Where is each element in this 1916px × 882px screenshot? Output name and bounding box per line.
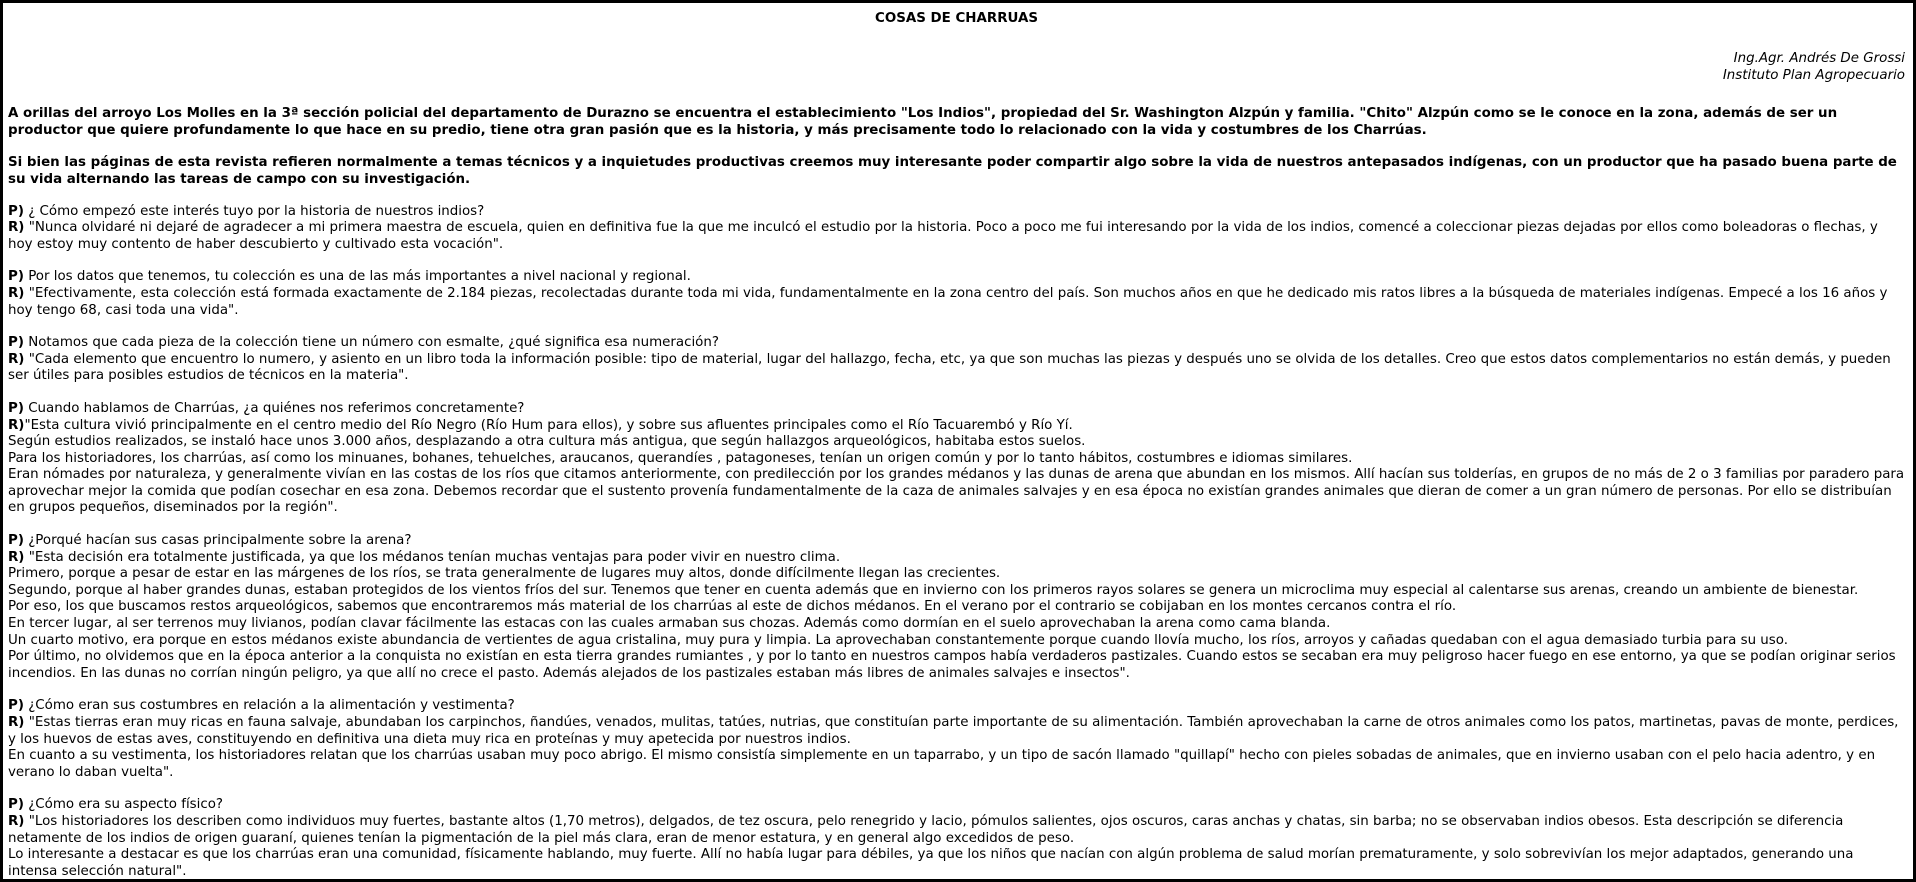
question-label: P) [8,698,24,714]
answer [8,418,1905,435]
question-label: P) [8,203,24,219]
answer [8,352,1905,385]
answer-continuation: En tercer lugar, al ser terrenos muy livianos, podían clavar fácilmente las estacas con las cuales armaban sus chozas. Además como dormían en el suelo aprovechaban la arena como cama blanda. [8,616,1331,632]
question [8,335,1905,352]
author-byline [8,51,1905,84]
qa-block [8,401,1905,517]
answer-continuation: Según estudios realizados, se instaló hace unos 3.000 años, desplazando a otra cultura más antigua, que según hallazgos arqueológicos, habitaba estos suelos. [8,434,1086,450]
answer-text: "Esta decisión era totalmente justificada, ya que los médanos tenían muchas ventajas para poder vivir en nuestro clima. [24,549,841,565]
answer [8,220,1905,253]
qa-block [8,204,1905,254]
answer-text: "Nunca olvidaré ni dejaré de agradecer a mi primera maestra de escuela, quien en definitiva fue la que me inculcó el estudio por la historia. Poco a poco me fui interesando por la vida de los indios, comencé a coleccionar piezas dejadas por ellos como boleadoras o flechas, y hoy estoy muy contento de haber descubierto y cultivado esta vocación". [8,220,1878,252]
answer-continuation: Un cuarto motivo, era porque en estos médanos existe abundancia de vertientes de agua cristalina, muy pura y limpia. La aprovechaban constantemente porque cuando llovía mucho, los ríos, arroyos y cañadas quedaban con el agua demasiado turbia para su uso. [8,632,1788,648]
qa-block [8,533,1905,682]
answer [8,550,1905,567]
answer-continuation: Segundo, porque al haber grandes dunas, estaban protegidos de los vientos fríos del sur. Tenemos que tener en cuenta además que en invierno con los primeros rayos solares se genera un microclima muy especial al calentarse sus arenas, creando un ambiente de bienestar. [8,582,1859,598]
answer-label: R) [8,417,25,433]
answer-continuation: Eran nómades por naturaleza, y generalmente vivían en las costas de los ríos que citamos anteriormente, con predilección por los grandes médanos y las dunas de arena que abundan en los mismos. Allí hacían sus tolderías, en grupos de no más de 2 o 3 familias por paradero para aprovechar mejor la comida que podían cosechar en esa zona. Debemos recordar que el sustento provenía fundamentalmente de la caza de animales salvajes y en esa época no existían grandes animales que dieran de comer a un gran número de personas. Por ello se distribuían en grupos pequeños, diseminados por la región". [8,467,1905,516]
answer-text: "Cada elemento que encuentro lo numero, y asiento en un libro toda la información posible: tipo de material, lugar del hallazgo, fecha, etc, ya que son muchas las piezas y después uno se olvida de los detalles. Creo que estos datos complementarios no están demás, y pueden ser útiles para posibles estudios de técnicos en la materia". [8,351,1891,384]
question [8,533,1905,550]
answer-text: "Esta cultura vivió principalmente en el centro medio del Río Negro (Río Hum para ellos), y sobre sus afluentes principales como el Río Tacuarembó y Río Yí. [24,417,1073,433]
question-label: P) [8,335,24,351]
article-title: COSAS DE CHARRUAS [875,11,1038,26]
answer-label: R) [8,220,25,236]
answer-label: R) [8,813,25,829]
qa-block [8,797,1905,879]
question-label: P) [8,400,24,416]
qa-block [8,269,1905,319]
answer [8,814,1905,847]
author-name: Ing.Agr. Andrés De Grossi [1733,51,1905,66]
question [8,269,1905,286]
question-text: ¿Porqué hacían sus casas principalmente sobre la arena? [23,533,412,549]
question [8,204,1905,221]
interview-section [8,204,1905,879]
question [8,698,1905,715]
article-page [3,3,1913,879]
question-label: P) [8,269,24,285]
question-label: P) [8,533,24,549]
answer-label: R) [8,285,25,301]
question [8,797,1905,814]
question-text: ¿Cómo eran sus costumbres en relación a la alimentación y vestimenta? [23,698,515,714]
answer-label: R) [8,351,25,367]
question-text: Cuando hablamos de Charrúas, ¿a quiénes nos referimos concretamente? [23,400,525,416]
answer-continuation: Lo interesante a destacar es que los charrúas eran una comunidad, físicamente hablando, muy fuerte. Allí no había lugar para débiles, ya que los niños que nacían con algún problema de salud morían prematuramente, y solo sobrevivían los mejor adaptados, generando una intensa selección natural". [8,847,1854,879]
question-text: Por los datos que tenemos, tu colección es una de las más importantes a nivel nacional y regional. [23,269,691,285]
answer-continuation: Por último, no olvidemos que en la época anterior a la conquista no existían en esta tierra grandes rumiantes , y por lo tanto en nuestros campos había verdaderos pastizales. Cuando estos se secaban era muy peligroso hacer fuego en ese entorno, ya que se podían originar serios incendios. En las dunas no corrían ningún peligro, ya que allí no crece el pasto. Además alejados de los pastizales estaban más libres de animales salvajes e insectos". [8,649,1896,681]
intro-paragraph: A orillas del arroyo Los Molles en la 3ª sección policial del departamento de Durazno se encuentra el establecimiento "Los Indios", propiedad del Sr. Washington Alzpún y familia. "Chito" Alzpún como se le conoce en la zona, además de ser un productor que quiere profundamente lo que hace en su predio, tiene otra gran pasión que es la historia, y más precisamente todo lo relacionado con la vida y costumbres de los Charrúas. [8,106,1838,138]
answer-continuation: Para los historiadores, los charrúas, así como los minuanes, bohanes, tehuelches, araucanos, querandíes , patagoneses, tenían un origen común y por lo tanto hábitos, costumbres e idiomas similares. [8,450,1353,466]
answer [8,715,1905,748]
qa-block [8,698,1905,781]
author-institution: Instituto Plan Agropecuario [1722,67,1905,83]
answer-text: "Efectivamente, esta colección está formada exactamente de 2.184 piezas, recolectadas durante toda mi vida, fundamentalmente en la zona centro del país. Son muchos años en que he dedicado mis ratos libres a la búsqueda de materiales indígenas. Empecé a los 16 años y hoy tengo 68, casi toda una vida". [8,285,1888,318]
answer-continuation: En cuanto a su vestimenta, los historiadores relatan que los charrúas usaban muy poco abrigo. El mismo consistía simplemente en un taparrabo, y un tipo de sacón llamado "quillapí" hecho con pieles sobadas de animales, que en invierno usaban con el pelo hacia adentro, y en verano lo daban vuelta". [8,748,1876,780]
answer-text: "Estas tierras eran muy ricas en fauna salvaje, abundaban los carpinchos, ñandúes, venados, mulitas, tatúes, nutrias, que constituían parte importante de su alimentación. También aprovechaban la carne de otros animales como los patos, martinetas, pavas de monte, perdices, y los huevos de estas aves, constituyendo en definitiva una dieta muy rica en proteínas y muy apetecida por nuestros indios. [8,715,1899,747]
intro-paragraph: Si bien las páginas de esta revista refieren normalmente a temas técnicos y a inquietudes productivas creemos muy interesante poder compartir algo sobre la vida de nuestros antepasados indígenas, con un productor que ha pasado buena parte de su vida alternando las tareas de campo con su investigación. [8,155,1897,187]
answer-continuation: Por eso, los que buscamos restos arqueológicos, sabemos que encontraremos más material de los charrúas al este de dichos médanos. En el verano por el contrario se cobijaban en los montes cercanos contra el río. [8,599,1457,615]
answer-continuation: Primero, porque a pesar de estar en las márgenes de los ríos, se trata generalmente de lugares muy altos, donde difícilmente llegan las crecientes. [8,566,1001,582]
qa-block [8,335,1905,385]
answer-label: R) [8,549,25,565]
answer [8,286,1905,319]
question-text: Notamos que cada pieza de la colección tiene un número con esmalte, ¿qué significa esa numeración? [23,335,719,351]
question-label: P) [8,797,24,813]
answer-label: R) [8,715,25,730]
answer-text: "Los historiadores los describen como individuos muy fuertes, bastante altos (1,70 metros), delgados, de tez oscura, pelo renegrido y lacio, pómulos salientes, ojos oscuros, caras anchas y chatas, sin barba; no se observaban indios obesos. Esta descripción se diferencia netamente de los indios de origen guaraní, quienes tenían la pigmentación de la piel más clara, eran de menor estatura, y en general algo excedidos de peso. [8,813,1844,846]
question [8,401,1905,418]
question-text: ¿ Cómo empezó este interés tuyo por la historia de nuestros indios? [23,203,485,219]
question-text: ¿Cómo era su aspecto físico? [23,797,224,813]
